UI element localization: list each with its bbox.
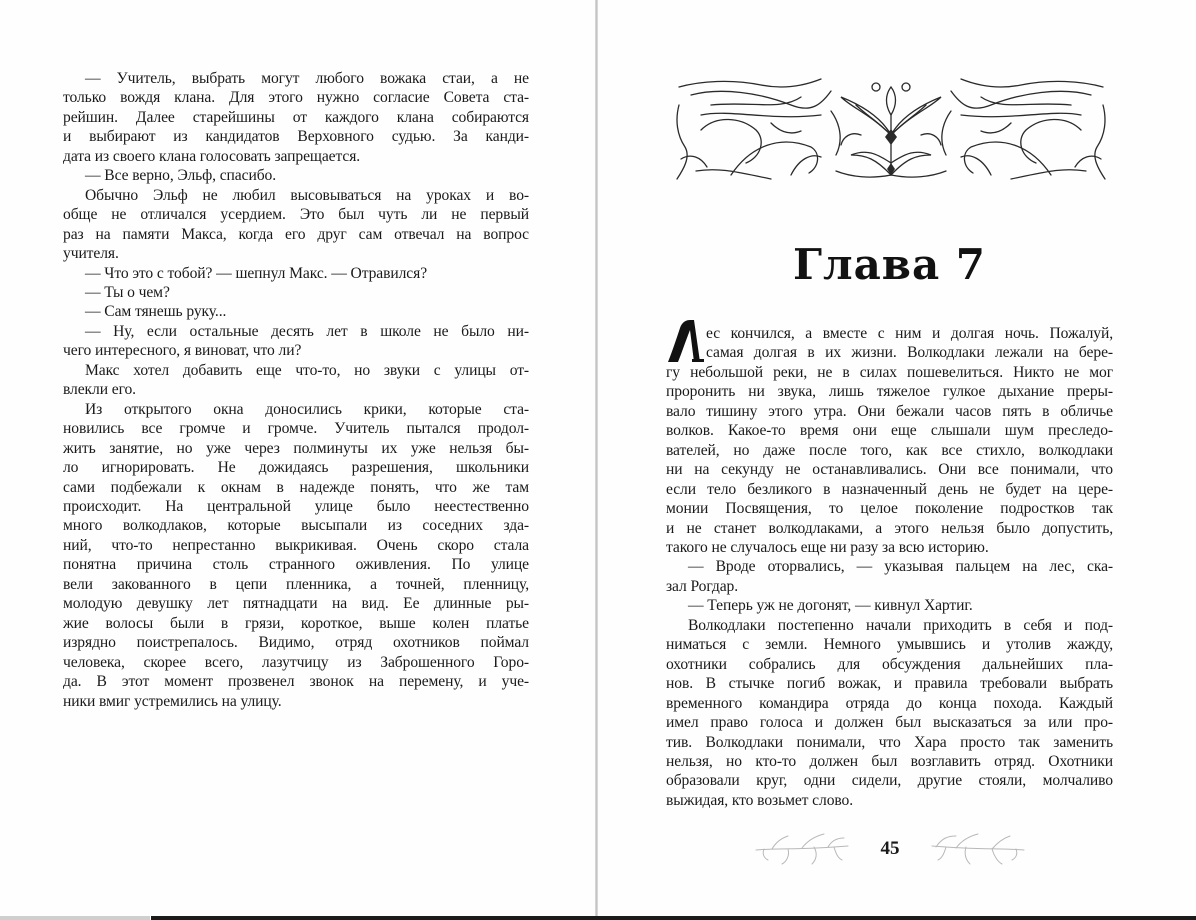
text-line: молодую девушку лет пятнадцати на вид. Ее длинные ры- bbox=[63, 595, 529, 613]
text-line: человека, скорее всего, лазутчицу из Заброшенного Горо- bbox=[63, 653, 529, 671]
floral-header-ornament-icon bbox=[671, 75, 1111, 188]
bottom-edge-light bbox=[0, 916, 150, 920]
paragraph bbox=[666, 324, 1113, 557]
paragraph bbox=[666, 557, 1113, 596]
paragraph bbox=[63, 264, 529, 283]
text-line: образовали круг, одни сидели, другие стояли, молчаливо bbox=[666, 772, 1113, 790]
text-line: ний, что-то непрестанно выкрикивая. Очень скоро стала bbox=[63, 536, 529, 554]
paragraph bbox=[63, 322, 529, 361]
paragraph bbox=[63, 69, 529, 166]
sprig-ornament-left-icon bbox=[752, 828, 852, 868]
text-line: сами подбежали к окнам в надежде понять, что же там bbox=[63, 478, 529, 496]
bottom-edge-dark bbox=[151, 916, 1196, 920]
text-line: временного командира отряда до конца похода. Каждый bbox=[666, 694, 1113, 712]
text-line: — Ну, если остальные десять лет в школе не было ни- bbox=[85, 322, 529, 340]
paragraph bbox=[63, 361, 529, 400]
text-line: Макс хотел добавить еще что-то, но звуки с улицы от- bbox=[85, 361, 529, 379]
text-line: учителя. bbox=[63, 245, 119, 263]
text-line: — Ты о чем? bbox=[85, 283, 170, 301]
book-gutter bbox=[595, 0, 598, 916]
paragraph bbox=[63, 186, 529, 264]
text-line: вателей, но даже после того, как все стихло, волкодлаки bbox=[666, 441, 1113, 459]
text-line: нов. В стычке погиб вожак, и правила требовали выбрать bbox=[666, 675, 1113, 693]
text-line: ни на секунду не останавливались. Они все понимали, что bbox=[666, 461, 1113, 479]
left-page-body bbox=[63, 69, 529, 711]
text-line: охотники собрались для обсуждения дальнейших пла- bbox=[666, 655, 1113, 673]
text-line: новились все громче и громче. Учитель пытался продол- bbox=[63, 420, 529, 438]
text-line: гу небольшой реки, не в силах пошевелиться. Никто не мог bbox=[666, 363, 1113, 381]
text-line: — Учитель, выбрать могут любого вожака стаи, а не bbox=[85, 70, 529, 87]
text-line: имел право голоса и должен был высказаться за или про- bbox=[666, 714, 1113, 732]
text-line: обще не отличался усердием. Это был чуть ли не первый bbox=[63, 206, 529, 224]
text-line: много волкодлаков, которые высыпали из соседних зда- bbox=[63, 517, 529, 535]
paragraph bbox=[666, 616, 1113, 811]
text-line: проронить ни звука, лишь тяжелое гулкое дыхание преры- bbox=[666, 383, 1113, 401]
text-line: — Все верно, Эльф, спасибо. bbox=[85, 167, 277, 185]
text-line: вели закованного в цепи пленника, а точней, пленницу, bbox=[63, 575, 529, 593]
text-line: если тело безликого в назначенный день не будет на цере- bbox=[666, 480, 1113, 498]
chapter-title: Глава 7 bbox=[792, 240, 987, 289]
sprig-ornament-right-icon bbox=[928, 828, 1028, 868]
text-line: да. В этот момент прозвенел звонок на перемену, и уче- bbox=[63, 673, 529, 691]
text-line: выжидая, кто возьмет слово. bbox=[666, 791, 854, 809]
text-line: и не станет волкодлаками, а этого нельзя было допустить, bbox=[666, 519, 1113, 537]
text-line: монии Посвящения, то целое поколение подростков так bbox=[666, 500, 1113, 518]
text-line: жие волосы были в грязи, короткое, выше колен платье bbox=[63, 614, 529, 632]
text-line: изрядно поистрепалось. Видимо, отряд охотников поймал bbox=[63, 634, 529, 652]
text-line: происходит. На центральной улице было неестественно bbox=[63, 497, 529, 515]
text-line: рейшин. Далее старейшины от каждого клана собираются bbox=[63, 108, 529, 126]
paragraph bbox=[63, 166, 529, 185]
page-number: 45 bbox=[880, 838, 900, 859]
paragraph bbox=[63, 302, 529, 321]
text-line: тив. Волкодлаки понимали, что Хара просто так заменить bbox=[666, 733, 1113, 751]
right-page-body bbox=[666, 324, 1113, 810]
text-line: Из открытого окна доносились крики, которые ста- bbox=[85, 400, 529, 418]
text-line: Обычно Эльф не любил высовываться на уроках и во- bbox=[85, 186, 529, 204]
text-line: ло игнорировать. Не дожидаясь разрешения, школьники bbox=[63, 459, 529, 477]
text-line: вало тишину этого утра. Они бежали часов пять в обличье bbox=[666, 402, 1113, 420]
text-line: — Вроде оторвались, — указывая пальцем на лес, ска- bbox=[688, 558, 1113, 576]
text-line: — Что это с тобой? — шепнул Макс. — Отравился? bbox=[85, 264, 428, 282]
text-line: зал Рогдар. bbox=[666, 577, 739, 595]
text-line: раз на памяти Макса, когда его друг сам отвечал на вопрос bbox=[63, 225, 529, 243]
text-line: самая долгая в их жизни. Волкодлаки лежали на бере- bbox=[706, 344, 1113, 362]
text-line: ники вмиг устремились на улицу. bbox=[63, 692, 282, 710]
text-line: дата из своего клана голосовать запрещается. bbox=[63, 147, 361, 165]
text-line: только вождя клана. Для этого нужно согласие Совета ста- bbox=[63, 89, 529, 107]
text-line: — Теперь уж не догонят, — кивнул Хартиг. bbox=[688, 597, 973, 615]
text-line: такого не случалось еще ни разу за всю историю. bbox=[666, 538, 989, 556]
text-line: понятна причина столь странного оживления. По улице bbox=[63, 556, 529, 574]
paragraph bbox=[666, 596, 1113, 615]
text-line: нельзя, но кто-то должен был возглавить отряд. Охотники bbox=[666, 752, 1113, 770]
text-line: чего интересного, я виноват, что ли? bbox=[63, 342, 302, 360]
paragraph bbox=[63, 400, 529, 711]
text-line: влекли его. bbox=[63, 381, 136, 399]
text-line: Волкодлаки постепенно начали приходить в себя и под- bbox=[688, 616, 1113, 634]
text-line: жить занятие, но уже через полминуты их уже нельзя бы- bbox=[63, 439, 529, 457]
text-line: и выбирают из кандидатов Верховного судью. За канди- bbox=[63, 128, 529, 146]
text-line: ес кончился, а вместе с ним и долгая ночь. Пожалуй, bbox=[706, 325, 1113, 342]
text-line: — Сам тянешь руку... bbox=[85, 303, 227, 321]
text-line: волков. Какое-то время они еще слышали шум преследо- bbox=[666, 422, 1113, 440]
text-line: ниматься с земли. Немного умывшись и утолив жажду, bbox=[666, 636, 1113, 654]
paragraph bbox=[63, 283, 529, 302]
